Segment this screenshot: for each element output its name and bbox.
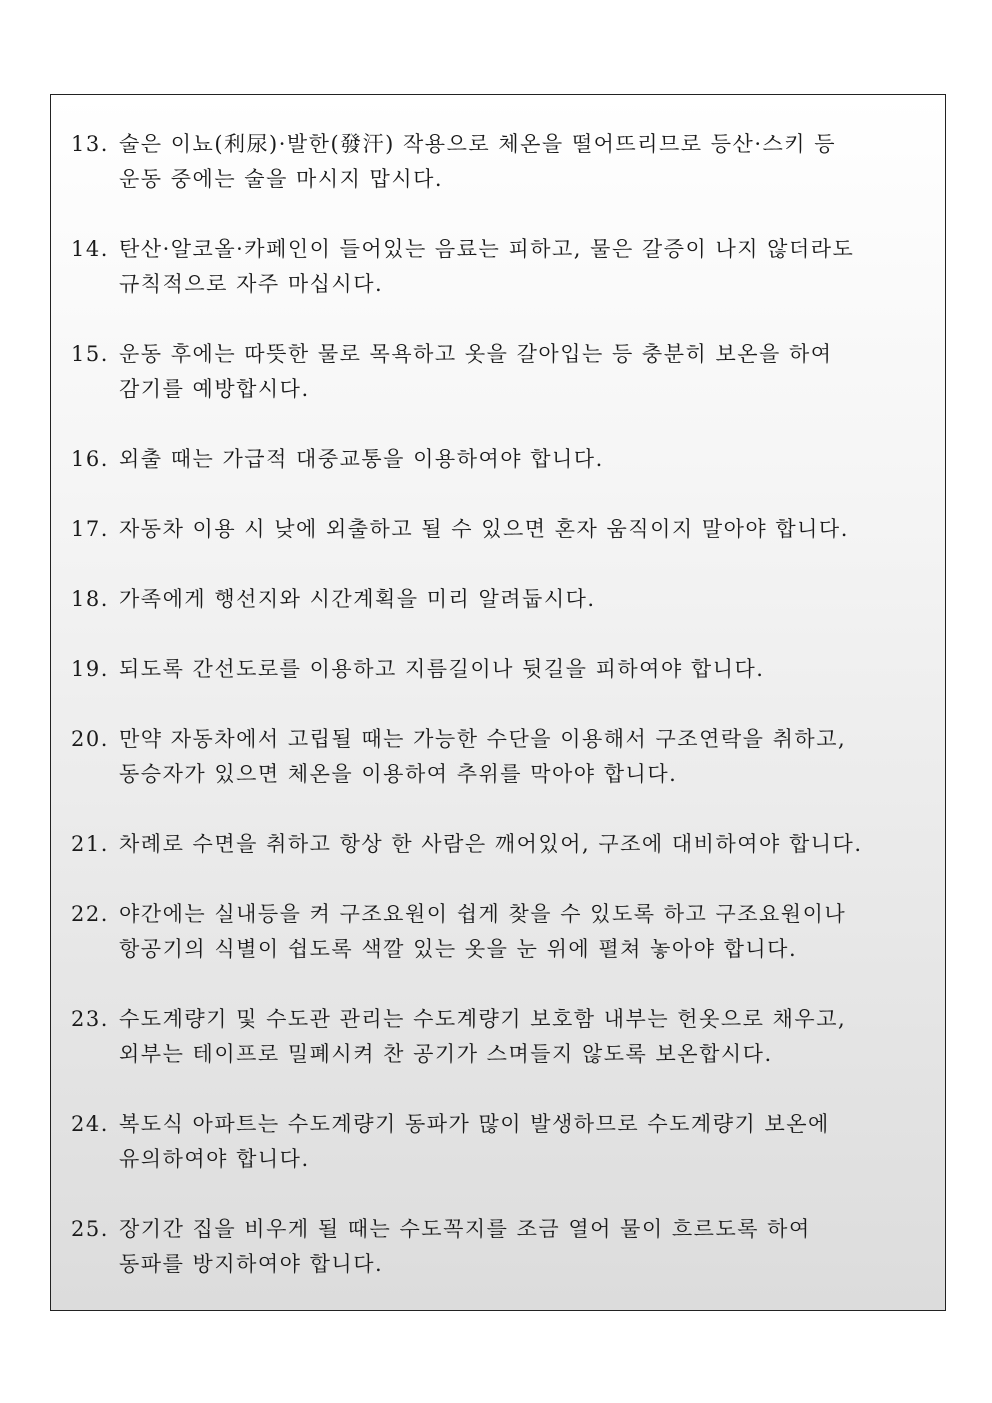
list-item <box>71 442 941 477</box>
list-item <box>71 1002 941 1072</box>
list-item <box>71 652 941 687</box>
item-text: 운동 후에는 따뜻한 물로 목욕하고 옷을 갈아입는 등 충분히 보온을 하여 <box>119 342 833 366</box>
item-text-continued: 동승자가 있으면 체온을 이용하여 추위를 막아야 합니다. <box>119 762 678 786</box>
item-number: 22. <box>71 902 109 926</box>
item-text: 수도계량기 및 수도관 관리는 수도계량기 보호함 내부는 헌옷으로 채우고, <box>119 1007 847 1031</box>
item-text: 외출 때는 가급적 대중교통을 이용하여야 합니다. <box>119 447 604 471</box>
item-number: 13. <box>71 132 109 156</box>
item-text: 가족에게 행선지와 시간계획을 미리 알려둡시다. <box>119 587 596 611</box>
item-text-continued: 운동 중에는 술을 마시지 맙시다. <box>119 167 444 191</box>
item-text: 복도식 아파트는 수도계량기 동파가 많이 발생하므로 수도계량기 보온에 <box>119 1112 830 1136</box>
list-item <box>71 722 941 792</box>
item-text: 되도록 간선도로를 이용하고 지름길이나 뒷길을 피하여야 합니다. <box>119 657 765 681</box>
item-text: 차례로 수면을 취하고 항상 한 사람은 깨어있어, 구조에 대비하여야 합니다. <box>119 832 863 856</box>
item-text-continued: 항공기의 식별이 쉽도록 색깔 있는 옷을 눈 위에 펼쳐 놓아야 합니다. <box>119 937 798 961</box>
list-item <box>71 1107 941 1177</box>
item-text-continued: 동파를 방지하여야 합니다. <box>119 1252 384 1276</box>
list-item <box>71 1212 941 1282</box>
item-number: 25. <box>71 1217 109 1241</box>
item-text-continued: 규칙적으로 자주 마십시다. <box>119 272 384 296</box>
list-item <box>71 827 941 862</box>
item-number: 18. <box>71 587 109 611</box>
item-number: 19. <box>71 657 109 681</box>
item-number: 23. <box>71 1007 109 1031</box>
item-number: 17. <box>71 517 109 541</box>
list-item <box>71 232 941 302</box>
list-item <box>71 897 941 967</box>
notice-box <box>50 94 946 1311</box>
item-text: 자동차 이용 시 낮에 외출하고 될 수 있으면 혼자 움직이지 말아야 합니다. <box>119 517 849 541</box>
item-text: 만약 자동차에서 고립될 때는 가능한 수단을 이용해서 구조연락을 취하고, <box>119 727 847 751</box>
list-item <box>71 127 941 197</box>
item-text: 탄산·알코올·카페인이 들어있는 음료는 피하고, 물은 갈증이 나지 않더라도 <box>119 237 855 261</box>
item-text: 장기간 집을 비우게 될 때는 수도꼭지를 조금 열어 물이 흐르도록 하여 <box>119 1217 811 1241</box>
list-item <box>71 512 941 547</box>
item-text-continued: 외부는 테이프로 밀폐시켜 찬 공기가 스며들지 않도록 보온합시다. <box>119 1042 773 1066</box>
item-number: 16. <box>71 447 109 471</box>
item-number: 20. <box>71 727 109 751</box>
item-number: 24. <box>71 1112 109 1136</box>
item-text: 야간에는 실내등을 켜 구조요원이 쉽게 찾을 수 있도록 하고 구조요원이나 <box>119 902 847 926</box>
list-item <box>71 337 941 407</box>
list-item <box>71 582 941 617</box>
item-number: 15. <box>71 342 109 366</box>
item-text-continued: 감기를 예방합시다. <box>119 377 310 401</box>
item-text: 술은 이뇨(利尿)·발한(發汗) 작용으로 체온을 떨어뜨리므로 등산·스키 등 <box>119 132 837 156</box>
item-number: 14. <box>71 237 109 261</box>
item-number: 21. <box>71 832 109 856</box>
item-text-continued: 유의하여야 합니다. <box>119 1147 310 1171</box>
